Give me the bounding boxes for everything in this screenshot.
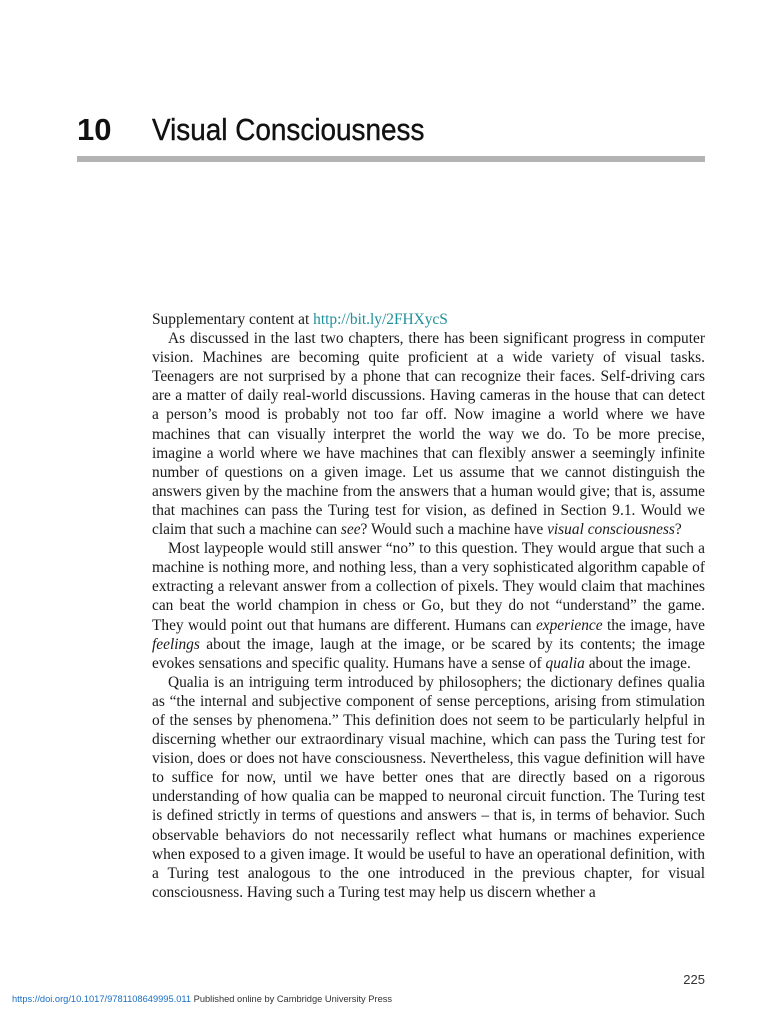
paragraph-2: [152, 539, 705, 673]
text-run: about the image.: [584, 654, 691, 672]
italic-term: visual consciousness: [547, 521, 675, 539]
publisher-note: Published online by Cambridge University Press: [191, 994, 393, 1004]
page-number: 225: [683, 972, 705, 987]
text-run: ?: [674, 521, 682, 539]
chapter-body: [152, 310, 705, 902]
paragraph-1: [152, 329, 705, 539]
italic-term: feelings: [152, 635, 200, 653]
paragraph-3: [152, 673, 705, 902]
italic-term: experience: [535, 616, 603, 634]
doi-link[interactable]: https://doi.org/10.1017/9781108649995.011: [12, 994, 192, 1004]
text-run: Qualia is an intriguing term introduced by philosophers; the dictionary defines qualia as “the internal and subjective component of sense perceptions, arising from stimulation of the senses by phenomena.” This definition does not seem to be particularly helpful in discerning whether our extraordinary visual machine, which can pass the Turing test for vision, does or does not have consciousness. Nevertheless, this vague definition will have to suffice for now, until we have better ones that are directly based on a rigorous understanding of how qualia can be mapped to neuronal circuit function. The Turing test is defined strictly in terms of questions and answers – that is, in terms of behavior. Such observable behaviors do not necessarily reflect what humans or machines experience when exposed to a given image. It would be useful to have an operational definition, with a Turing test analogous to the one introduced in the previous chapter, for visual consciousness. Having such a Turing test may help us discern whether a: [152, 673, 705, 901]
supplementary-link[interactable]: http://bit.ly/2FHXycS: [313, 311, 448, 328]
supplementary-line: [152, 310, 705, 329]
text-run: about the image, laugh at the image, or be scared by its contents; the image evokes sensations and specific quality. Humans have a sense of: [152, 635, 705, 672]
supplementary-prefix: Supplementary content at: [152, 311, 314, 328]
chapter-heading: [77, 112, 705, 160]
text-run: As discussed in the last two chapters, there has been significant progress in computer vision. Machines are becoming quite proficient at a wide variety of visual tasks. Teenagers are not surprised by a phone that can recognize their faces. Self-driving cars are a matter of daily real-world discussions. Having cameras in the house that can detect a person’s mood is probably not too far off. Now imagine a world where we have machines that can visually interpret the world the way we do. To be more precise, imagine a world where we have machines that can flexibly answer a seemingly infinite number of questions on a given image. Let us assume that we cannot distinguish the answers given by the machine from the answers that a human would give; that is, assume that machines can pass the Turing test for vision, as defined in Section 9.1. Would we claim that such a machine can: [152, 330, 705, 539]
footer-citation: [12, 994, 392, 1004]
text-run: the image, have: [602, 616, 705, 634]
text-run: Most laypeople would still answer “no” to this question. They would argue that such a machine is nothing more, and nothing less, than a very sophisticated algorithm capable of extracting a relevant answer from a collection of pixels. They would claim that machines can beat the world champion in chess or Go, but they do not “understand” the game. They would point out that humans are different. Humans can: [152, 540, 705, 634]
italic-term: see: [340, 521, 361, 539]
chapter-rule-divider: [77, 156, 705, 162]
italic-term: qualia: [545, 654, 585, 672]
chapter-title: Visual Consciousness: [152, 112, 425, 147]
text-run: ? Would such a machine have: [360, 521, 548, 539]
chapter-number: 10: [77, 112, 112, 147]
